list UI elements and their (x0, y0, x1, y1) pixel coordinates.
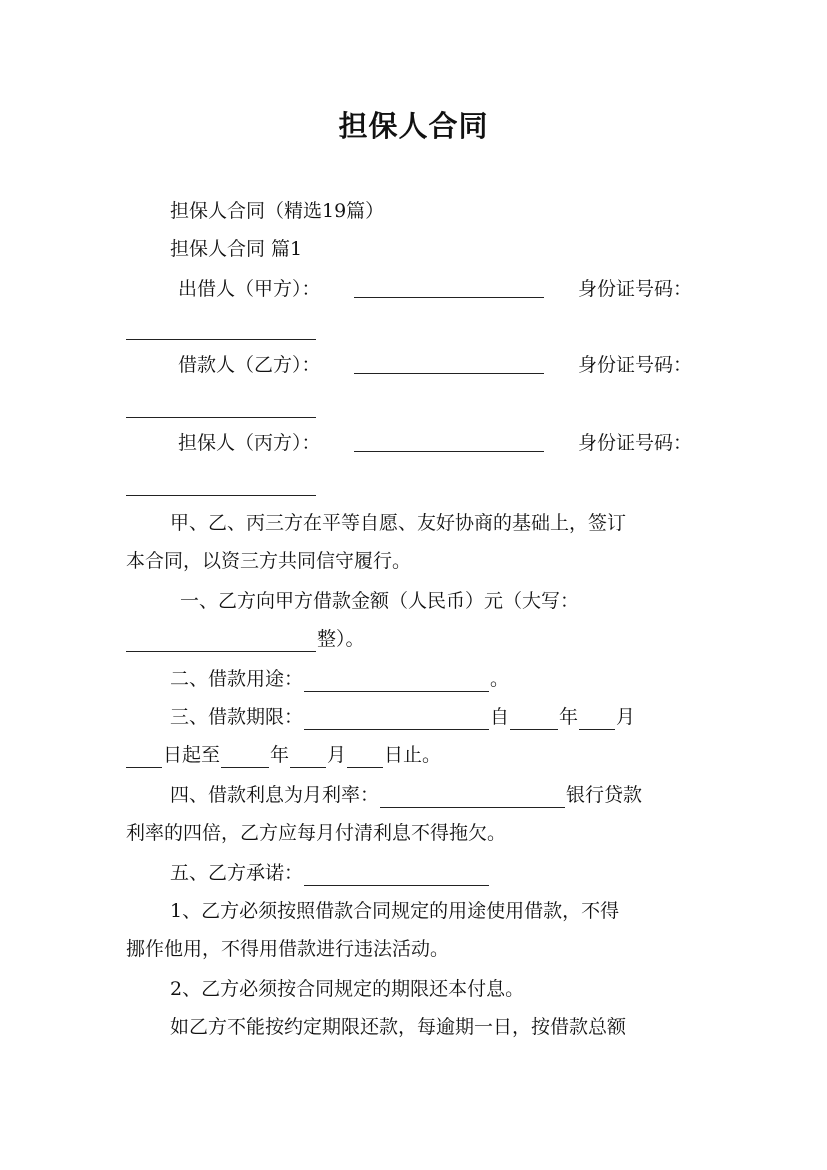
party-b-id-row (126, 392, 706, 418)
end-month-label: 月 (327, 744, 347, 766)
end-year-blank (221, 746, 269, 768)
party-b-label: 借款人（乙方）： (178, 354, 321, 376)
start-year-blank (510, 708, 558, 730)
item4-line-2: 利率的四倍，乙方应每月付清利息不得拖欠。 (126, 822, 507, 844)
item2-prefix: 二、借款用途： (170, 668, 304, 690)
promise1-line-2: 挪作他用，不得用借款进行违法活动。 (126, 938, 450, 960)
item2-suffix: 。 (490, 668, 510, 690)
from-label: 自 (490, 706, 510, 728)
party-c-name-blank (354, 430, 544, 452)
document-title: 担保人合同 (338, 109, 489, 143)
start-month-blank (579, 708, 615, 730)
penalty-line: 如乙方不能按约定期限还款，每逾期一日，按借款总额 (170, 1016, 627, 1038)
party-a-id-blank (126, 318, 316, 340)
party-c-id-label: 身份证号码： (577, 432, 692, 454)
interest-rate-blank (380, 786, 565, 808)
loan-purpose-blank (304, 670, 489, 692)
end-day-blank (347, 746, 383, 768)
party-c-id-blank (126, 474, 316, 496)
item4-line-1 (170, 782, 706, 808)
item3-prefix: 三、借款期限： (170, 706, 304, 728)
promise2-line: 2、乙方必须按合同规定的期限还本付息。 (170, 978, 525, 1000)
start-month-label: 月 (616, 706, 636, 728)
item3-line-2 (126, 742, 706, 768)
loan-term-blank (304, 708, 489, 730)
day-end-label: 日止。 (384, 744, 442, 766)
party-c-id-row (126, 470, 706, 496)
item4-prefix: 四、借款利息为月利率： (170, 784, 380, 806)
end-year-label: 年 (270, 744, 290, 766)
item1-suffix: 整）。 (317, 628, 365, 650)
party-c-row (178, 430, 692, 456)
subtitle-line: 担保人合同（精选19篇） (170, 200, 385, 222)
item5-line (170, 860, 706, 886)
party-b-row (178, 352, 692, 378)
intro-line-2: 本合同，以资三方共同信守履行。 (126, 550, 412, 572)
party-a-label: 出借人（甲方）： (178, 278, 321, 300)
start-day-blank (126, 746, 162, 768)
end-month-blank (290, 746, 326, 768)
promise-blank (304, 864, 489, 886)
party-a-name-blank (354, 276, 544, 298)
party-c-label: 担保人（丙方）： (178, 432, 321, 454)
item4-suffix: 银行贷款 (566, 784, 643, 806)
party-b-id-label: 身份证号码： (577, 354, 692, 376)
item5-prefix: 五、乙方承诺： (170, 862, 304, 884)
party-a-id-label: 身份证号码： (577, 278, 692, 300)
party-b-id-blank (126, 396, 316, 418)
intro-line-1: 甲、乙、丙三方在平等自愿、友好协商的基础上，签订 (170, 512, 627, 534)
item2-line (170, 666, 706, 692)
item1-line-2 (126, 626, 706, 652)
promise1-line-1: 1、乙方必须按照借款合同规定的用途使用借款，不得 (170, 900, 620, 922)
party-a-row (178, 276, 692, 302)
amount-uppercase-blank (126, 630, 316, 652)
party-b-name-blank (354, 352, 544, 374)
item3-line-1 (170, 704, 706, 730)
day-start-label: 日起至 (163, 744, 221, 766)
chapter-heading: 担保人合同 篇1 (170, 238, 303, 260)
start-year-label: 年 (559, 706, 579, 728)
party-a-id-row (126, 314, 706, 340)
item1-line-1: 一、乙方向甲方借款金额（人民币）元（大写： (180, 590, 580, 612)
